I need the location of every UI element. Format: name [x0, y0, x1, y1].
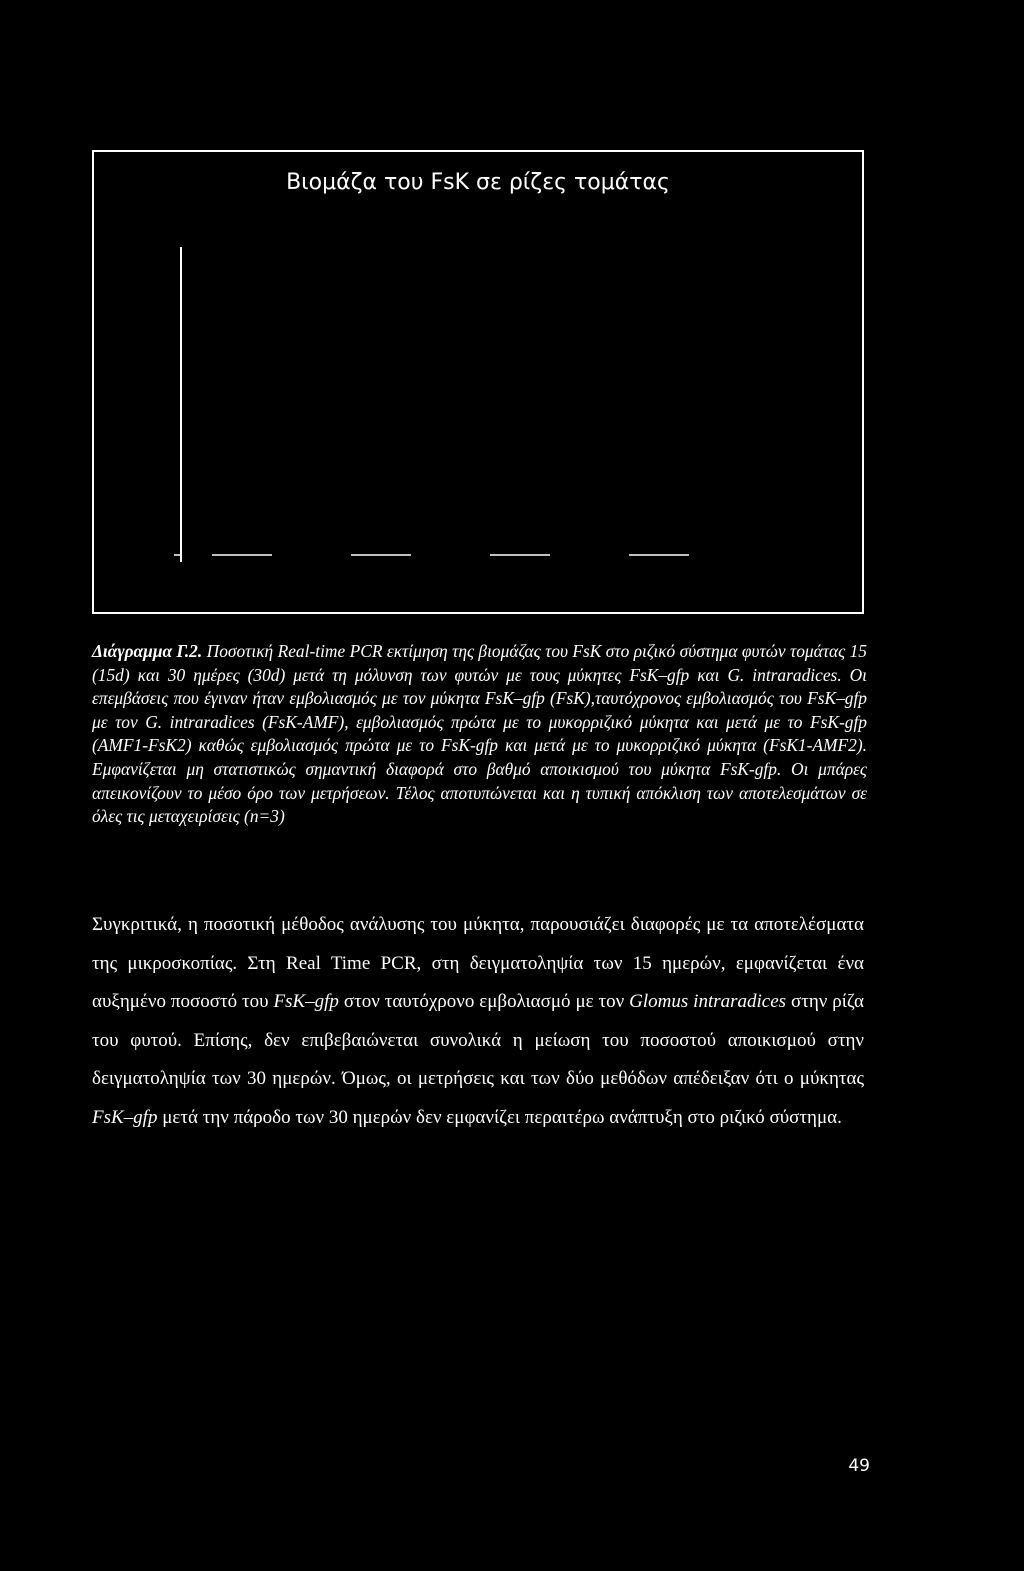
- figure-caption: [92, 640, 867, 829]
- body-text-2: στον ταυτόχρονο εμβολιασμό με τον: [338, 991, 630, 1012]
- body-text-1: Συγκριτικά, η ποσοτική μέθοδος ανάλυσης του μύκητα, παρουσιάζει διαφορές με τα αποτελέσματα της μικροσκοπίας. Στη Real Time PCR, στη δειγματοληψία των 15 ημερών, εμφανίζεται ένα αυξημένο ποσοστό του: [92, 914, 864, 1012]
- body-text-4: μετά την πάροδο των 30 ημερών δεν εμφανίζει περαιτέρω ανάπτυξη στο ριζικό σύστημα.: [157, 1106, 842, 1128]
- chart-title: Βιομάζα του FsK σε ρίζες τομάτας: [286, 170, 670, 195]
- caption-text: Ποσοτική Real-time PCR εκτίμηση της βιομάζας του FsK στο ριζικό σύστημα φυτών τομάτας 15 (15d) και 30 ημέρες (30d) μετά τη μόλυνση των φυτών με τους μύκητες FsK–gfp και G. intraradices. Οι επεμβάσεις που έγιναν ήταν εμβολιασμός με τον μύκητα FsK–gfp (FsK),ταυτόχρονος εμβολιασμός του FsK–gfp με τον G. intraradices (FsK-AMF), εμβολιασμός πρώτα με το μυκορριζικό μύκητα και μετά με το FsK-gfp (AMF1-FsK2) καθώς εμβολιασμός πρώτα με το FsK-gfp και μετά με το μυκορριζικό μύκητα (FsK1-AMF2). Εμφανίζεται μη στατιστικώς σημαντική διαφορά στο βαθμό αποικισμού του μύκητα FsK-gfp. Οι μπάρες απεικονίζουν το μέσο όρο των μετρήσεων. Τέλος αποτυπώνεται και η τυπική απόκλιση των αποτελεσμάτων σε όλες τις μεταχειρίσεις (n=3): [92, 641, 867, 827]
- body-term-2: Glomus intraradices: [629, 991, 787, 1012]
- body-paragraph: [92, 906, 864, 1137]
- chart-frame: [92, 150, 864, 614]
- chart-plot: [94, 152, 862, 612]
- caption-label: Διάγραμμα Γ.2.: [92, 641, 203, 661]
- body-text-3: στην ρίζα του φυτού. Επίσης, δεν επιβεβαιώνεται συνολικά η μείωση του ποσοστού αποικισμού στην δειγματοληψία των 30 ημερών. Όμως, οι μετρήσεις και των δύο μεθόδων απέδειξαν ότι ο μύκητας: [92, 991, 864, 1089]
- body-term-1: FsK–gfp: [273, 991, 339, 1012]
- body-term-3: FsK–gfp: [92, 1106, 158, 1128]
- page-number: 49: [848, 1456, 870, 1476]
